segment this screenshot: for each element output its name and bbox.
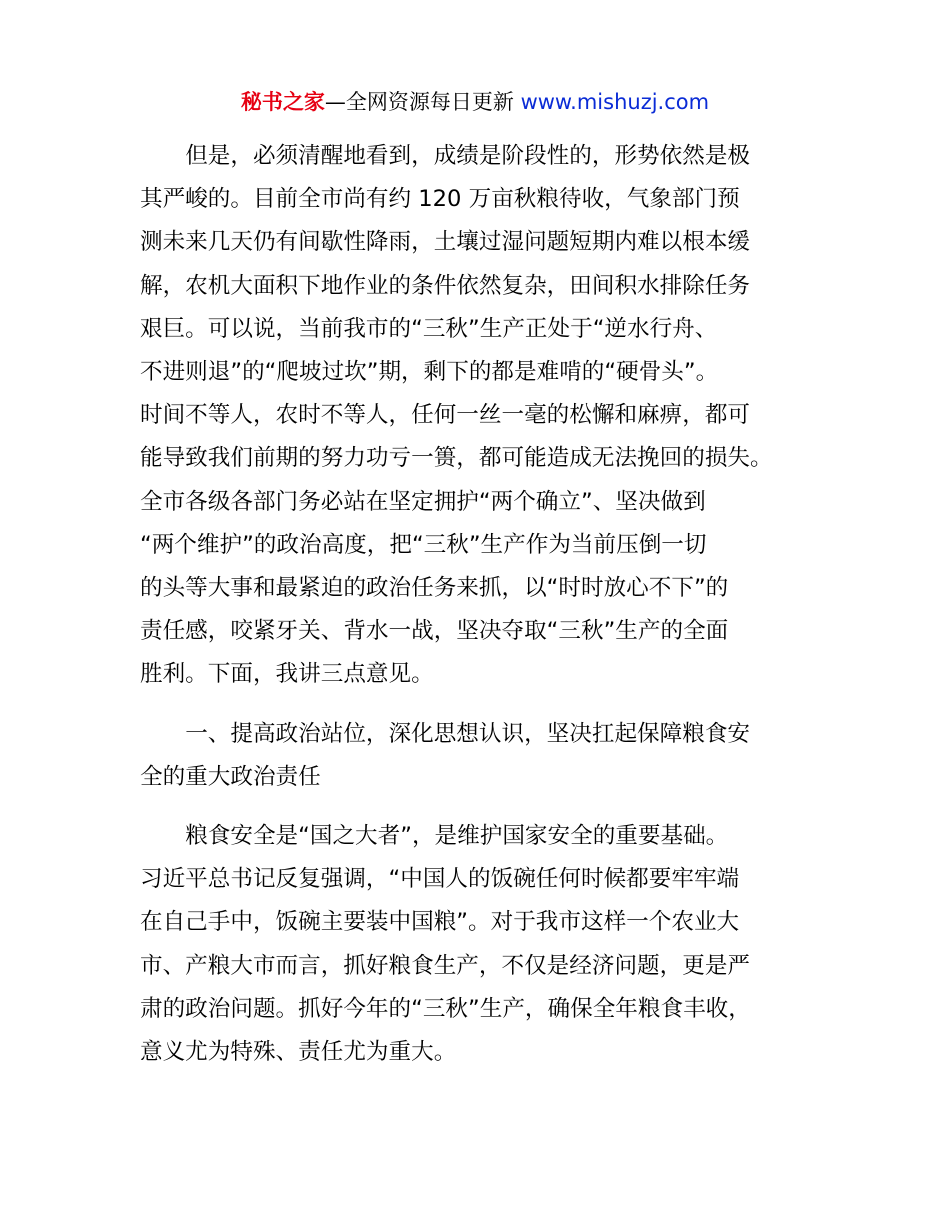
text-line: 粮食安全是“国之大者”，是维护国家安全的重要基础。	[185, 823, 729, 850]
text-line: 胜利。下面，我讲三点意见。	[140, 661, 434, 688]
text-line: 责任感，咬紧牙关、背水一战，坚决夺取“三秋”生产的全面	[140, 618, 729, 645]
text-line: 市、产粮大市而言，抓好粮食生产，不仅是经济问题，更是严	[140, 952, 751, 979]
brand-name: 秘书之家	[240, 90, 325, 114]
text-line: 测未来几天仍有间歇性降雨，土壤过湿问题短期内难以根本缓	[140, 229, 751, 256]
heading-line: 全的重大政治责任	[140, 763, 321, 790]
paragraph-intro	[140, 135, 820, 697]
text-line: 的头等大事和最紧迫的政治任务来抓，以“时时放心不下”的	[140, 575, 729, 602]
text-line: 习近平总书记反复强调，“中国人的饭碗任何时候都要牢牢端	[140, 866, 740, 893]
paragraph-grain-security	[140, 815, 820, 1074]
text-line: 肃的政治问题。抓好今年的“三秋”生产，确保全年粮食丰收，	[140, 995, 751, 1022]
text-line: “两个维护”的政治高度，把“三秋”生产作为当前压倒一切	[140, 531, 707, 558]
text-line: 但是，必须清醒地看到，成绩是阶段性的，形势依然是极	[185, 143, 751, 169]
text-line: 能导致我们前期的努力功亏一篑，都可能造成无法挽回的损失。	[140, 445, 773, 472]
header-slogan: —全网资源每日更新	[324, 90, 521, 114]
text-line: 解，农机大面积下地作业的条件依然复杂，田间积水排除任务	[140, 272, 751, 299]
section-heading	[140, 713, 820, 799]
text-line: 艰巨。可以说，当前我市的“三秋”生产正处于“逆水行舟、	[140, 315, 718, 342]
header-banner	[0, 86, 950, 118]
text-line: 在自己手中，饭碗主要装中国粮”。对于我市这样一个农业大	[140, 909, 740, 936]
text-line: 其严峻的。目前全市尚有约 120 万亩秋粮待收，气象部门预	[140, 186, 740, 213]
document-body	[140, 135, 820, 1074]
text-line: 不进则退”的“爬坡过坎”期，剩下的都是难啃的“硬骨头”。	[140, 359, 719, 386]
text-line: 意义尤为特殊、责任尤为重大。	[140, 1039, 457, 1066]
heading-line: 一、提高政治站位，深化思想认识，坚决扛起保障粮食安	[185, 720, 751, 747]
text-line: 全市各级各部门务必站在坚定拥护“两个确立”、坚决做到	[140, 488, 706, 515]
text-line: 时间不等人，农时不等人，任何一丝一毫的松懈和麻痹，都可	[140, 402, 751, 429]
website-link[interactable]: www.mishuzj.com	[520, 90, 710, 114]
